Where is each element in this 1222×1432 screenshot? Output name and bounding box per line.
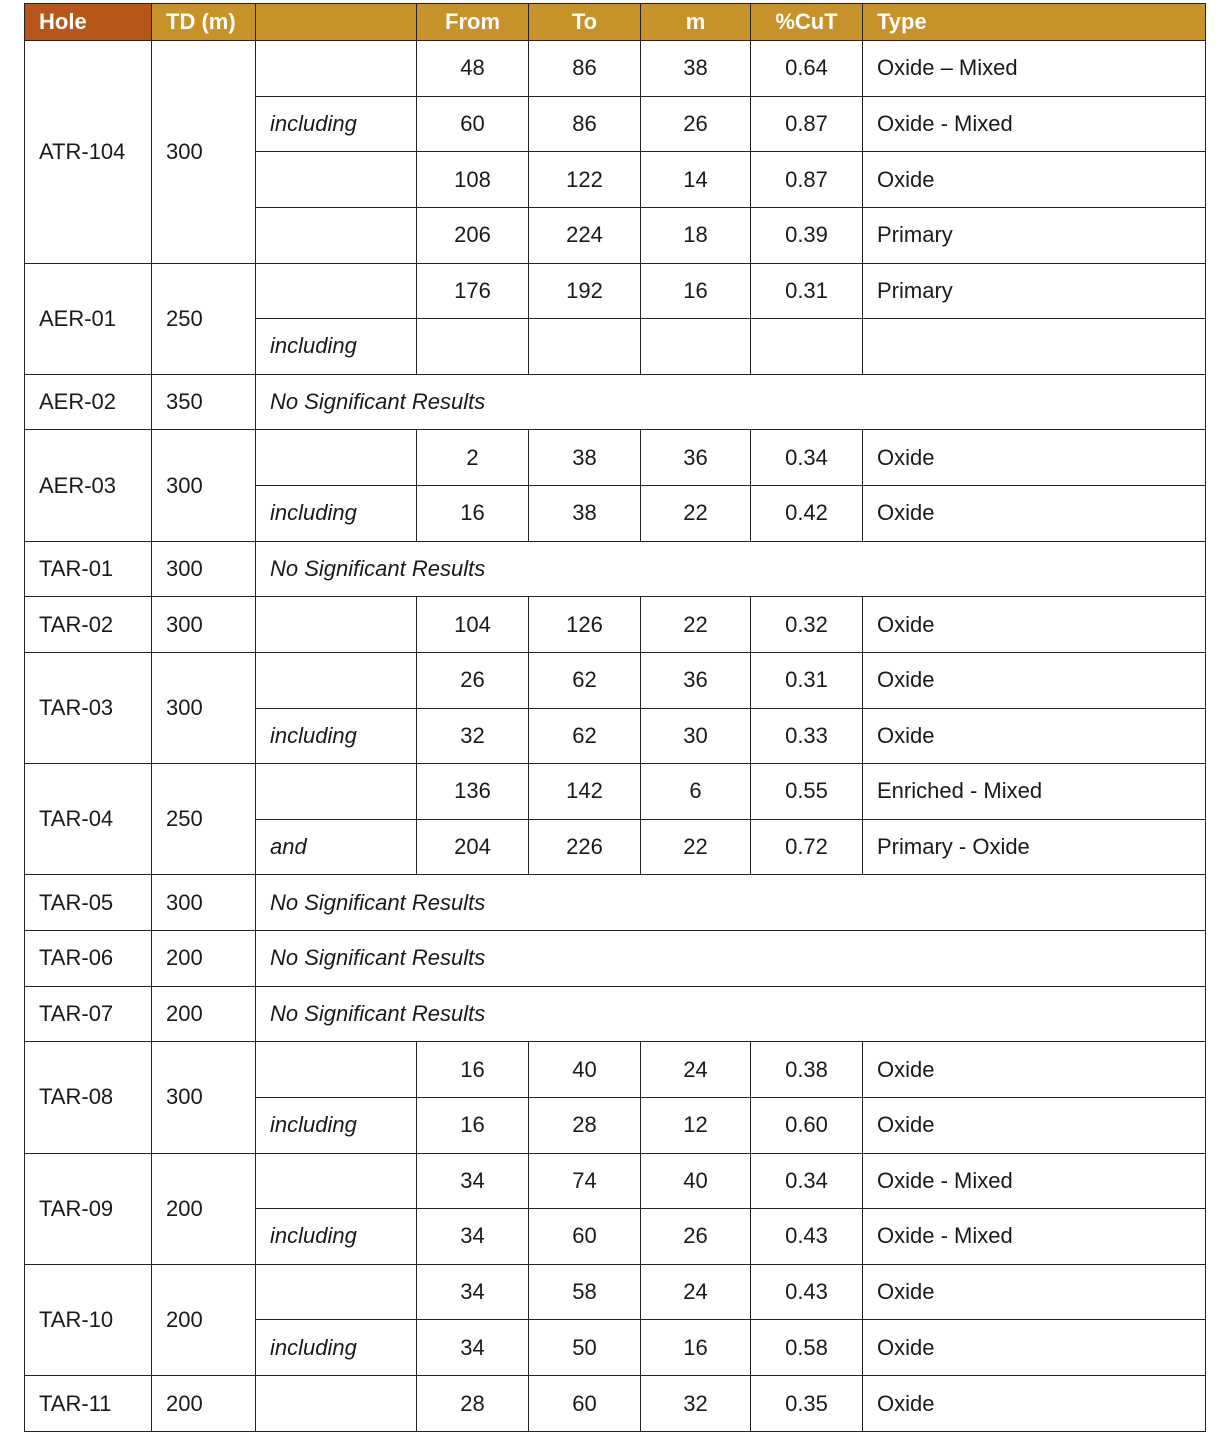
interval-qualifier xyxy=(256,597,417,653)
hole-id: AER-02 xyxy=(25,374,152,430)
interval-qualifier xyxy=(256,764,417,820)
total-depth: 350 xyxy=(152,374,256,430)
from-depth: 16 xyxy=(417,1042,529,1098)
interval-qualifier: and xyxy=(256,819,417,875)
from-depth: 34 xyxy=(417,1264,529,1320)
from-depth: 16 xyxy=(417,486,529,542)
mineral-type: Oxide xyxy=(863,152,1206,208)
interval-length: 18 xyxy=(641,207,751,263)
hole-id: TAR-08 xyxy=(25,1042,152,1153)
table-row xyxy=(25,875,1206,931)
from-depth: 16 xyxy=(417,1097,529,1153)
header-row xyxy=(25,4,1206,41)
mineral-type: Primary - Oxide xyxy=(863,819,1206,875)
table-row xyxy=(25,41,1206,97)
table-row xyxy=(25,1153,1206,1209)
mineral-type: Oxide xyxy=(863,1264,1206,1320)
table-row xyxy=(25,1376,1206,1432)
copper-grade: 0.35 xyxy=(751,1376,863,1432)
from-depth: 204 xyxy=(417,819,529,875)
copper-grade: 0.34 xyxy=(751,430,863,486)
to-depth: 142 xyxy=(529,764,641,820)
interval-length: 26 xyxy=(641,96,751,152)
mineral-type: Oxide - Mixed xyxy=(863,96,1206,152)
mineral-type: Oxide xyxy=(863,1376,1206,1432)
header-td: TD (m) xyxy=(152,4,256,41)
interval-length: 14 xyxy=(641,152,751,208)
from-depth: 34 xyxy=(417,1320,529,1376)
to-depth xyxy=(529,319,641,375)
mineral-type: Oxide xyxy=(863,430,1206,486)
interval-length: 38 xyxy=(641,41,751,97)
header-cut: %CuT xyxy=(751,4,863,41)
no-results-note: No Significant Results xyxy=(256,541,1206,597)
to-depth: 38 xyxy=(529,430,641,486)
mineral-type: Oxide - Mixed xyxy=(863,1209,1206,1265)
hole-id: AER-01 xyxy=(25,263,152,374)
interval-qualifier: including xyxy=(256,708,417,764)
interval-length: 24 xyxy=(641,1042,751,1098)
table-row xyxy=(25,541,1206,597)
interval-qualifier xyxy=(256,1042,417,1098)
from-depth: 28 xyxy=(417,1376,529,1432)
header-m: m xyxy=(641,4,751,41)
total-depth: 300 xyxy=(152,1042,256,1153)
mineral-type: Oxide xyxy=(863,1042,1206,1098)
interval-qualifier: including xyxy=(256,96,417,152)
to-depth: 86 xyxy=(529,41,641,97)
mineral-type: Oxide xyxy=(863,597,1206,653)
header-type: Type xyxy=(863,4,1206,41)
mineral-type: Oxide xyxy=(863,708,1206,764)
copper-grade xyxy=(751,319,863,375)
mineral-type: Oxide xyxy=(863,1097,1206,1153)
interval-length: 22 xyxy=(641,597,751,653)
interval-length: 32 xyxy=(641,1376,751,1432)
interval-qualifier xyxy=(256,41,417,97)
total-depth: 200 xyxy=(152,1376,256,1432)
from-depth: 32 xyxy=(417,708,529,764)
interval-qualifier: including xyxy=(256,319,417,375)
table-row xyxy=(25,597,1206,653)
mineral-type: Primary xyxy=(863,207,1206,263)
copper-grade: 0.72 xyxy=(751,819,863,875)
interval-qualifier xyxy=(256,652,417,708)
to-depth: 58 xyxy=(529,1264,641,1320)
interval-qualifier: including xyxy=(256,1320,417,1376)
hole-id: TAR-07 xyxy=(25,986,152,1042)
total-depth: 200 xyxy=(152,1153,256,1264)
copper-grade: 0.55 xyxy=(751,764,863,820)
total-depth: 300 xyxy=(152,430,256,541)
total-depth: 200 xyxy=(152,931,256,987)
table-row xyxy=(25,652,1206,708)
interval-length: 16 xyxy=(641,1320,751,1376)
from-depth: 206 xyxy=(417,207,529,263)
mineral-type: Enriched - Mixed xyxy=(863,764,1206,820)
total-depth: 300 xyxy=(152,41,256,264)
total-depth: 300 xyxy=(152,597,256,653)
to-depth: 74 xyxy=(529,1153,641,1209)
hole-id: TAR-04 xyxy=(25,764,152,875)
from-depth: 26 xyxy=(417,652,529,708)
copper-grade: 0.34 xyxy=(751,1153,863,1209)
table-row xyxy=(25,764,1206,820)
to-depth: 86 xyxy=(529,96,641,152)
copper-grade: 0.64 xyxy=(751,41,863,97)
hole-id: TAR-09 xyxy=(25,1153,152,1264)
table-row xyxy=(25,1042,1206,1098)
copper-grade: 0.32 xyxy=(751,597,863,653)
to-depth: 126 xyxy=(529,597,641,653)
to-depth: 62 xyxy=(529,708,641,764)
mineral-type xyxy=(863,319,1206,375)
mineral-type: Oxide xyxy=(863,486,1206,542)
interval-length: 36 xyxy=(641,430,751,486)
total-depth: 300 xyxy=(152,541,256,597)
hole-id: TAR-01 xyxy=(25,541,152,597)
copper-grade: 0.87 xyxy=(751,152,863,208)
mineral-type: Oxide - Mixed xyxy=(863,1153,1206,1209)
total-depth: 200 xyxy=(152,1264,256,1375)
copper-grade: 0.31 xyxy=(751,263,863,319)
interval-qualifier xyxy=(256,1376,417,1432)
header-qualifier xyxy=(256,4,417,41)
table-row xyxy=(25,931,1206,987)
from-depth: 34 xyxy=(417,1209,529,1265)
copper-grade: 0.60 xyxy=(751,1097,863,1153)
interval-qualifier: including xyxy=(256,486,417,542)
interval-length: 24 xyxy=(641,1264,751,1320)
from-depth: 2 xyxy=(417,430,529,486)
from-depth: 176 xyxy=(417,263,529,319)
interval-qualifier xyxy=(256,263,417,319)
mineral-type: Oxide xyxy=(863,1320,1206,1376)
no-results-note: No Significant Results xyxy=(256,374,1206,430)
interval-length xyxy=(641,319,751,375)
no-results-note: No Significant Results xyxy=(256,986,1206,1042)
interval-length: 22 xyxy=(641,819,751,875)
interval-qualifier: including xyxy=(256,1097,417,1153)
hole-id: TAR-06 xyxy=(25,931,152,987)
to-depth: 40 xyxy=(529,1042,641,1098)
interval-length: 36 xyxy=(641,652,751,708)
to-depth: 122 xyxy=(529,152,641,208)
hole-id: ATR-104 xyxy=(25,41,152,264)
interval-length: 30 xyxy=(641,708,751,764)
to-depth: 224 xyxy=(529,207,641,263)
interval-length: 12 xyxy=(641,1097,751,1153)
from-depth: 48 xyxy=(417,41,529,97)
to-depth: 60 xyxy=(529,1209,641,1265)
copper-grade: 0.31 xyxy=(751,652,863,708)
copper-grade: 0.38 xyxy=(751,1042,863,1098)
from-depth: 34 xyxy=(417,1153,529,1209)
header-from: From xyxy=(417,4,529,41)
interval-length: 40 xyxy=(641,1153,751,1209)
total-depth: 300 xyxy=(152,875,256,931)
from-depth: 60 xyxy=(417,96,529,152)
copper-grade: 0.58 xyxy=(751,1320,863,1376)
copper-grade: 0.43 xyxy=(751,1209,863,1265)
hole-id: AER-03 xyxy=(25,430,152,541)
no-results-note: No Significant Results xyxy=(256,931,1206,987)
table-row xyxy=(25,986,1206,1042)
interval-length: 16 xyxy=(641,263,751,319)
interval-qualifier xyxy=(256,152,417,208)
interval-length: 26 xyxy=(641,1209,751,1265)
copper-grade: 0.42 xyxy=(751,486,863,542)
interval-length: 22 xyxy=(641,486,751,542)
copper-grade: 0.39 xyxy=(751,207,863,263)
from-depth: 136 xyxy=(417,764,529,820)
table-body xyxy=(25,41,1206,1432)
interval-qualifier: including xyxy=(256,1209,417,1265)
copper-grade: 0.33 xyxy=(751,708,863,764)
header-to: To xyxy=(529,4,641,41)
interval-qualifier xyxy=(256,1264,417,1320)
hole-id: TAR-05 xyxy=(25,875,152,931)
to-depth: 226 xyxy=(529,819,641,875)
no-results-note: No Significant Results xyxy=(256,875,1206,931)
mineral-type: Oxide – Mixed xyxy=(863,41,1206,97)
interval-qualifier xyxy=(256,430,417,486)
to-depth: 38 xyxy=(529,486,641,542)
interval-qualifier xyxy=(256,207,417,263)
table-row xyxy=(25,1264,1206,1320)
hole-id: TAR-02 xyxy=(25,597,152,653)
table-row xyxy=(25,263,1206,319)
to-depth: 28 xyxy=(529,1097,641,1153)
interval-qualifier xyxy=(256,1153,417,1209)
to-depth: 60 xyxy=(529,1376,641,1432)
hole-id: TAR-11 xyxy=(25,1376,152,1432)
to-depth: 192 xyxy=(529,263,641,319)
table-row xyxy=(25,374,1206,430)
from-depth xyxy=(417,319,529,375)
total-depth: 200 xyxy=(152,986,256,1042)
from-depth: 108 xyxy=(417,152,529,208)
mineral-type: Oxide xyxy=(863,652,1206,708)
header-hole: Hole xyxy=(25,4,152,41)
table-row xyxy=(25,430,1206,486)
copper-grade: 0.43 xyxy=(751,1264,863,1320)
total-depth: 250 xyxy=(152,263,256,374)
interval-length: 6 xyxy=(641,764,751,820)
total-depth: 250 xyxy=(152,764,256,875)
hole-id: TAR-10 xyxy=(25,1264,152,1375)
total-depth: 300 xyxy=(152,652,256,763)
to-depth: 50 xyxy=(529,1320,641,1376)
copper-grade: 0.87 xyxy=(751,96,863,152)
from-depth: 104 xyxy=(417,597,529,653)
drill-results-table xyxy=(24,3,1206,1432)
mineral-type: Primary xyxy=(863,263,1206,319)
hole-id: TAR-03 xyxy=(25,652,152,763)
to-depth: 62 xyxy=(529,652,641,708)
